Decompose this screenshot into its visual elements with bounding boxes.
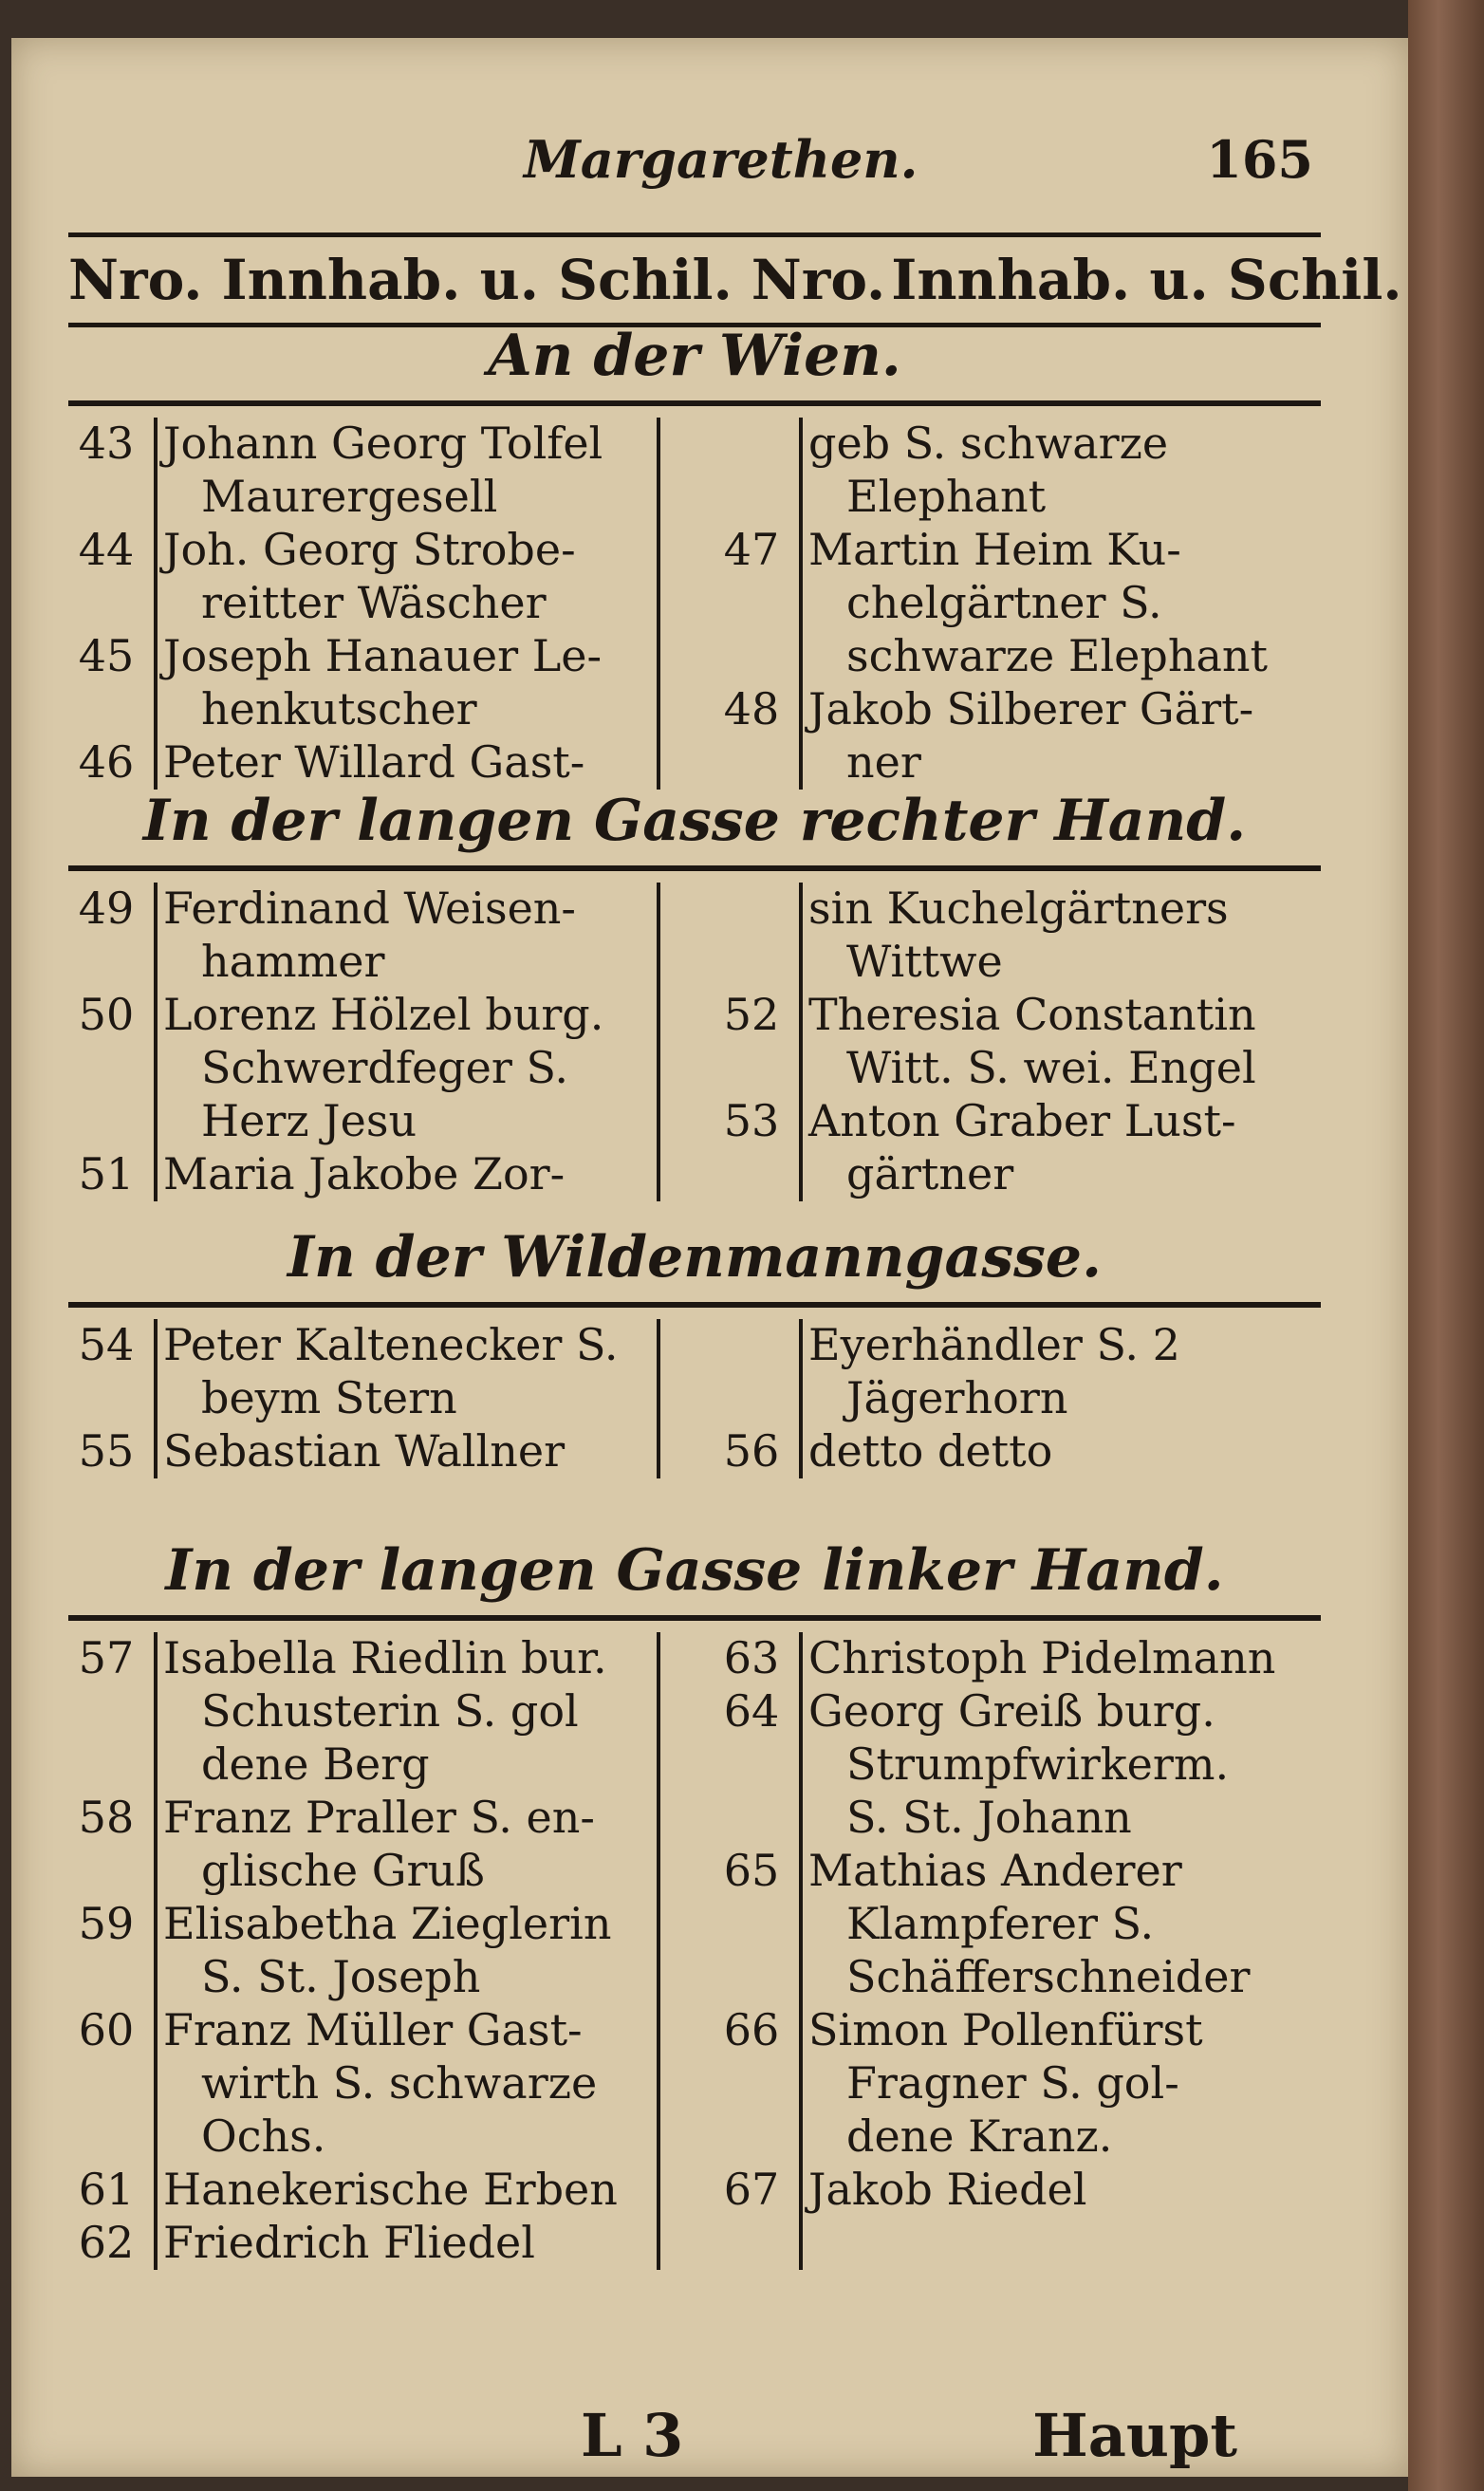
occupant-line: Franz Praller S. en-: [163, 1792, 595, 1843]
occupant-line: Peter Willard Gast-: [163, 736, 585, 788]
occupant-line: Theresia Constantin: [808, 989, 1256, 1040]
section-rule: [68, 1615, 1321, 1621]
header-inhab-left: Innhab. u. Schil.: [221, 248, 733, 312]
column-divider: [657, 1632, 660, 2270]
house-number: 58: [78, 1792, 135, 1843]
house-number: 49: [78, 883, 135, 934]
section-title: In der langen Gasse linker Hand.: [165, 1537, 1224, 1604]
occupant-line: Hanekerische Erben: [163, 2164, 618, 2215]
house-number: 63: [723, 1632, 780, 1683]
occupant-line: Fragner S. gol-: [846, 2057, 1179, 2109]
house-number: 45: [78, 630, 135, 681]
occupant-line: Witt. S. wei. Engel: [846, 1042, 1256, 1093]
occupant-line: sin Kuchelgärtners: [808, 883, 1229, 934]
column-divider: [154, 418, 158, 790]
header-inhab-right: Innhab. u. Schil.: [891, 248, 1402, 312]
column-divider: [657, 1319, 660, 1478]
occupant-line: Peter Kaltenecker S.: [163, 1319, 619, 1370]
occupant-line: Wittwe: [846, 936, 1003, 987]
occupant-line: reitter Wäscher: [201, 577, 547, 628]
house-number: 50: [78, 989, 135, 1040]
occupant-line: detto detto: [808, 1425, 1053, 1477]
house-number: 54: [78, 1319, 135, 1370]
house-number: 53: [723, 1095, 780, 1146]
occupant-line: schwarze Elephant: [846, 630, 1268, 681]
occupant-line: dene Kranz.: [846, 2110, 1113, 2162]
header-nro-right: Nro.: [751, 248, 886, 312]
occupant-line: Elisabetha Zieglerin: [163, 1898, 612, 1949]
occupant-line: Klampferer S.: [846, 1898, 1155, 1949]
occupant-line: Isabella Riedlin bur.: [163, 1632, 607, 1683]
house-number: 61: [78, 2164, 135, 2215]
occupant-line: Elephant: [846, 471, 1047, 522]
book-spine: [1408, 0, 1484, 2491]
house-number: 48: [723, 683, 780, 734]
occupant-line: Schusterin S. gol: [201, 1685, 579, 1737]
occupant-line: dene Berg: [201, 1738, 430, 1790]
occupant-line: Sebastian Wallner: [163, 1425, 566, 1477]
occupant-line: Jakob Riedel: [808, 2164, 1087, 2215]
occupant-line: hammer: [201, 936, 385, 987]
occupant-line: Schäfferschneider: [846, 1951, 1251, 2002]
catchword: Haupt: [1032, 2401, 1237, 2470]
occupant-line: S. St. Joseph: [201, 1951, 481, 2002]
occupant-line: henkutscher: [201, 683, 477, 734]
occupant-line: Maria Jakobe Zor-: [163, 1148, 566, 1199]
house-number: 46: [78, 736, 135, 788]
occupant-line: Joseph Hanauer Le-: [163, 630, 603, 681]
running-head: [11, 129, 1408, 195]
section-rule: [68, 400, 1321, 406]
column-divider: [799, 418, 803, 790]
occupant-line: Joh. Georg Strobe-: [163, 524, 576, 575]
column-divider: [154, 883, 158, 1201]
signature-mark: L 3: [581, 2401, 684, 2470]
house-number: 57: [78, 1632, 135, 1683]
occupant-line: chelgärtner S.: [846, 577, 1162, 628]
table-header: [68, 232, 1402, 327]
house-number: 44: [78, 524, 135, 575]
page-footer: [11, 2401, 1408, 2477]
house-number: 56: [723, 1425, 780, 1477]
house-number: 60: [78, 2004, 135, 2055]
column-divider: [154, 1632, 158, 2270]
occupant-line: Georg Greiß burg.: [808, 1685, 1215, 1737]
occupant-line: geb S. schwarze: [808, 418, 1169, 469]
occupant-line: Jägerhorn: [846, 1372, 1068, 1423]
occupant-line: Christoph Pidelmann: [808, 1632, 1276, 1683]
occupant-line: Lorenz Hölzel burg.: [163, 989, 604, 1040]
occupant-line: S. St. Johann: [846, 1792, 1132, 1843]
column-divider: [154, 1319, 158, 1478]
occupant-line: Anton Graber Lust-: [808, 1095, 1236, 1146]
column-divider: [799, 1632, 803, 2270]
occupant-line: Maurergesell: [201, 471, 498, 522]
occupant-line: Mathias Anderer: [808, 1845, 1182, 1896]
occupant-line: Schwerdfeger S.: [201, 1042, 568, 1093]
column-divider: [799, 883, 803, 1201]
occupant-line: Herz Jesu: [201, 1095, 417, 1146]
page-number: 165: [1206, 129, 1313, 190]
occupant-line: Johann Georg Tolfel: [163, 418, 603, 469]
occupant-line: Friedrich Fliedel: [163, 2217, 535, 2268]
occupant-line: Ferdinand Weisen-: [163, 883, 576, 934]
occupant-line: wirth S. schwarze: [201, 2057, 598, 2109]
occupant-line: beym Stern: [201, 1372, 457, 1423]
section-title: In der Wildenmanngasse.: [288, 1224, 1102, 1291]
column-divider: [657, 883, 660, 1201]
occupant-line: Simon Pollenfürst: [808, 2004, 1203, 2055]
running-head-title: Margarethen.: [524, 129, 918, 190]
occupant-line: Strumpfwirkerm.: [846, 1738, 1230, 1790]
column-divider: [799, 1319, 803, 1478]
occupant-line: gärtner: [846, 1148, 1014, 1199]
house-number: 51: [78, 1148, 135, 1199]
house-number: 52: [723, 989, 780, 1040]
occupant-line: glische Gruß: [201, 1845, 485, 1896]
house-number: 43: [78, 418, 135, 469]
occupant-line: Ochs.: [201, 2110, 326, 2162]
occupant-line: ner: [846, 736, 921, 788]
house-number: 62: [78, 2217, 135, 2268]
book-page: [11, 38, 1408, 2477]
occupant-line: Franz Müller Gast-: [163, 2004, 583, 2055]
column-divider: [657, 418, 660, 790]
section-title: An der Wien.: [488, 323, 901, 389]
occupant-line: Eyerhändler S. 2: [808, 1319, 1180, 1370]
house-number: 67: [723, 2164, 780, 2215]
house-number: 59: [78, 1898, 135, 1949]
section-title: In der langen Gasse rechter Hand.: [142, 788, 1247, 854]
house-number: 47: [723, 524, 780, 575]
section-rule: [68, 865, 1321, 871]
occupant-line: Jakob Silberer Gärt-: [808, 683, 1254, 734]
house-number: 65: [723, 1845, 780, 1896]
house-number: 66: [723, 2004, 780, 2055]
house-number: 55: [78, 1425, 135, 1477]
section-rule: [68, 1302, 1321, 1308]
house-number: 64: [723, 1685, 780, 1737]
header-nro-left: Nro.: [68, 248, 203, 312]
occupant-line: Martin Heim Ku-: [808, 524, 1181, 575]
